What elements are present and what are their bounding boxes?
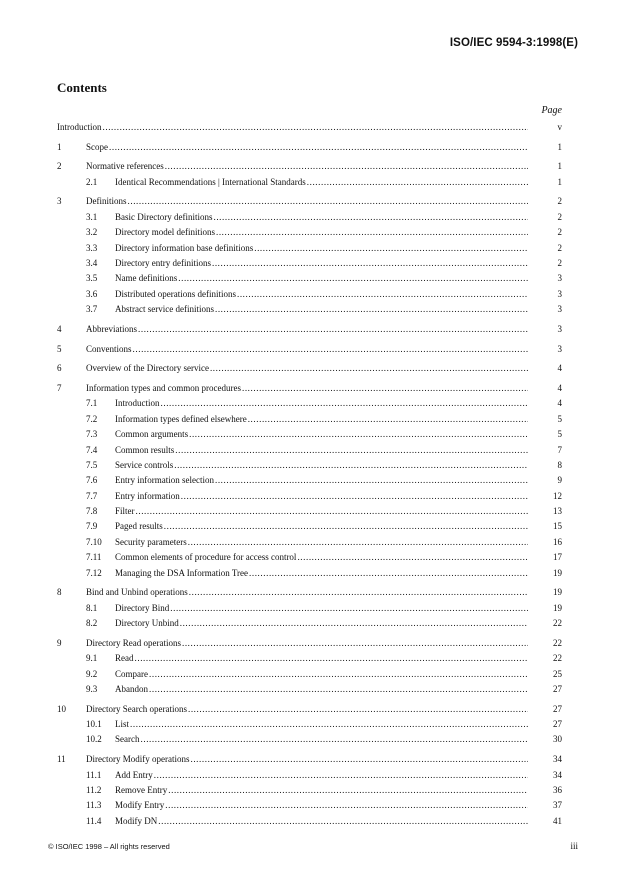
toc-entry-number: 9.1: [86, 653, 98, 664]
toc-entry-page: 13: [553, 506, 562, 517]
toc-entry-number: 9: [57, 637, 62, 648]
toc-entry-page: 19: [553, 587, 562, 598]
toc-entry-label: Introduction: [57, 122, 102, 132]
toc-entry-number: 8.2: [86, 618, 98, 629]
toc-entry-number: 3.7: [86, 304, 98, 315]
toc-entry-label: Basic Directory definitions: [115, 211, 213, 222]
toc-entry[interactable]: [57, 344, 562, 355]
dot-leader: [188, 704, 528, 715]
dot-leader: [149, 684, 528, 695]
toc-entry-label: Identical Recommendations | International Standards: [115, 176, 306, 187]
dot-leader: [254, 243, 528, 254]
toc-entry-page: 2: [557, 227, 562, 238]
toc-entry[interactable]: [57, 142, 562, 153]
toc-entry-page: 5: [557, 413, 562, 424]
toc-entry-number: 8: [57, 587, 62, 598]
toc-entry-number: 3.5: [86, 273, 98, 284]
toc-entry-page: 27: [553, 703, 562, 714]
toc-entry-number: 11.4: [86, 815, 102, 826]
toc-entry[interactable]: [57, 363, 562, 374]
toc-entry[interactable]: [57, 273, 562, 284]
toc-entry-number: 10: [57, 703, 66, 714]
toc-entry[interactable]: [57, 770, 562, 781]
toc-entry-page: 25: [553, 668, 562, 679]
toc-entry[interactable]: [57, 785, 562, 796]
toc-entry[interactable]: [57, 383, 562, 394]
toc-entry-number: 1: [57, 141, 62, 152]
toc-entry-page: 3: [557, 343, 562, 354]
toc-entry-label: Distributed operations definitions: [115, 288, 236, 299]
dot-leader: [170, 603, 528, 614]
dot-leader: [128, 196, 529, 207]
toc-entry[interactable]: [57, 460, 562, 471]
toc-entry[interactable]: [57, 177, 562, 188]
toc-entry-number: 3.6: [86, 288, 98, 299]
dot-leader: [237, 289, 528, 300]
document-id-header: ISO/IEC 9594-3:1998(E): [449, 37, 578, 49]
toc-entry-label: Modify Entry: [115, 800, 165, 811]
toc-entry-label: Read: [115, 653, 134, 664]
toc-entry[interactable]: [57, 568, 562, 579]
toc-entry-number: 8.1: [86, 602, 98, 613]
toc-entry-number: 3.4: [86, 258, 98, 269]
toc-entry-label: Directory Read operations: [86, 637, 181, 648]
toc-entry-label: Paged results: [115, 521, 163, 532]
toc-entry-number: 11.2: [86, 784, 102, 795]
toc-entry-label: Information types and common procedures: [86, 382, 241, 393]
toc-entry-page: 1: [557, 141, 562, 152]
toc-entry[interactable]: [57, 800, 562, 811]
dot-leader: [133, 344, 528, 355]
toc-entry[interactable]: [57, 227, 562, 238]
dot-leader: [138, 324, 528, 335]
toc-entry-page: 5: [557, 429, 562, 440]
toc-entry-label: Overview of the Directory service: [86, 363, 209, 374]
toc-entry-label: Entry information selection: [115, 475, 214, 486]
toc-entry-page: 8: [557, 459, 562, 470]
toc-entry-number: 7.5: [86, 459, 98, 470]
toc-entry-number: 3.1: [86, 211, 98, 222]
toc-entry[interactable]: [57, 196, 562, 207]
toc-entry-number: 7.9: [86, 521, 98, 532]
toc-entry-label: Managing the DSA Information Tree: [115, 567, 248, 578]
toc-entry-page: 2: [557, 196, 562, 207]
toc-entry-page: 4: [557, 363, 562, 374]
toc-entry-page: 4: [557, 382, 562, 393]
dot-leader: [307, 177, 528, 188]
toc-entry[interactable]: [57, 734, 562, 745]
toc-entry-number: 7: [57, 382, 62, 393]
dot-leader: [136, 506, 529, 517]
toc-entry-label: Add Entry: [115, 769, 153, 780]
dot-leader: [242, 383, 528, 394]
dot-leader: [188, 537, 528, 548]
toc-entry-page: 2: [557, 211, 562, 222]
toc-entry-label: Modify DN: [115, 815, 158, 826]
copyright-footer: © ISO/IEC 1998 – All rights reserved: [48, 842, 170, 851]
dot-leader: [182, 638, 528, 649]
toc-entry-label: Scope: [86, 141, 108, 152]
dot-leader: [189, 587, 528, 598]
toc-entry-label: Common results: [115, 444, 175, 455]
toc-entry[interactable]: [57, 537, 562, 548]
toc-entry-page: 19: [553, 602, 562, 613]
toc-entry-label: Definitions: [86, 196, 127, 207]
dot-leader: [190, 754, 528, 765]
toc-entry-label: Directory Bind: [115, 602, 170, 613]
toc-entry-number: 11.1: [86, 769, 102, 780]
dot-leader: [216, 227, 528, 238]
toc-entry-number: 7.12: [86, 567, 102, 578]
toc-entry-number: 9.3: [86, 683, 98, 694]
dot-leader: [130, 719, 528, 730]
toc-entry[interactable]: [57, 304, 562, 315]
toc-entry[interactable]: [57, 506, 562, 517]
toc-entry-label: Search: [115, 734, 140, 745]
dot-leader: [103, 122, 529, 133]
toc-entry[interactable]: [57, 429, 562, 440]
toc-entry-number: 7.10: [86, 536, 102, 547]
toc-entry-label: Common elements of procedure for access control: [115, 552, 297, 563]
dot-leader: [215, 475, 528, 486]
toc-entry-number: 9.2: [86, 668, 98, 679]
dot-leader: [215, 304, 528, 315]
dot-leader: [178, 273, 528, 284]
toc-entry-label: Compare: [115, 668, 148, 679]
toc-entry[interactable]: [57, 618, 562, 629]
toc-entry-number: 3.3: [86, 242, 98, 253]
toc-entry-label: Introduction: [115, 398, 160, 409]
toc-entry-page: 22: [553, 653, 562, 664]
toc-entry-page: 7: [557, 444, 562, 455]
toc-entry[interactable]: [57, 289, 562, 300]
dot-leader: [213, 212, 528, 223]
toc-entry-label: Common arguments: [115, 429, 189, 440]
toc-entry[interactable]: [57, 475, 562, 486]
contents-title: Contents: [57, 80, 107, 95]
dot-leader: [161, 398, 529, 409]
toc-entry-page: 34: [553, 769, 562, 780]
dot-leader: [180, 618, 528, 629]
toc-entry-number: 2: [57, 161, 62, 172]
toc-entry[interactable]: [57, 122, 562, 133]
toc-entry-label: Security parameters: [115, 536, 187, 547]
toc-entry-page: 41: [553, 815, 562, 826]
toc-entry[interactable]: [57, 491, 562, 502]
dot-leader: [212, 258, 528, 269]
dot-leader: [248, 414, 528, 425]
toc-entry[interactable]: [57, 258, 562, 269]
toc-entry-label: Conventions: [86, 343, 132, 354]
toc-entry-label: Entry information: [115, 490, 180, 501]
toc-entry-page: 36: [553, 784, 562, 795]
toc-entry[interactable]: [57, 719, 562, 730]
toc-entry[interactable]: [57, 684, 562, 695]
toc-entry-number: 7.6: [86, 475, 98, 486]
toc-entry-number: 3: [57, 196, 62, 207]
dot-leader: [135, 653, 529, 664]
toc-entry-number: 7.2: [86, 413, 98, 424]
toc-entry[interactable]: [57, 324, 562, 335]
toc-entry-label: Abandon: [115, 683, 148, 694]
toc-entry-number: 7.7: [86, 490, 98, 501]
dot-leader: [174, 460, 528, 471]
toc-entry-number: 3.2: [86, 227, 98, 238]
toc-entry-label: Directory model definitions: [115, 227, 215, 238]
toc-entry-number: 4: [57, 323, 62, 334]
toc-entry[interactable]: [57, 212, 562, 223]
toc-entry-label: Bind and Unbind operations: [86, 587, 188, 598]
table-of-contents: [57, 122, 562, 827]
toc-entry[interactable]: [57, 414, 562, 425]
toc-entry-label: Information types defined elsewhere: [115, 413, 247, 424]
dot-leader: [158, 816, 528, 827]
toc-entry-label: Directory Unbind: [115, 618, 179, 629]
toc-entry-page: 3: [557, 304, 562, 315]
toc-entry[interactable]: [57, 243, 562, 254]
dot-leader: [109, 142, 528, 153]
toc-entry-page: 9: [557, 475, 562, 486]
dot-leader: [249, 568, 528, 579]
toc-entry[interactable]: [57, 445, 562, 456]
toc-entry[interactable]: [57, 653, 562, 664]
toc-entry-number: 7.4: [86, 444, 98, 455]
toc-entry-label: Name definitions: [115, 273, 178, 284]
toc-entry-page: 2: [557, 242, 562, 253]
toc-entry[interactable]: [57, 398, 562, 409]
toc-entry-number: 5: [57, 343, 62, 354]
dot-leader: [149, 669, 528, 680]
toc-entry-page: 3: [557, 273, 562, 284]
toc-entry-page: 16: [553, 536, 562, 547]
dot-leader: [168, 785, 528, 796]
toc-entry-page: 19: [553, 567, 562, 578]
toc-entry-page: 12: [553, 490, 562, 501]
toc-entry-label: Service controls: [115, 459, 174, 470]
toc-entry[interactable]: [57, 816, 562, 827]
toc-entry-label: Directory Search operations: [86, 703, 187, 714]
toc-entry-number: 7.8: [86, 506, 98, 517]
toc-entry[interactable]: [57, 669, 562, 680]
toc-entry-page: 1: [557, 161, 562, 172]
dot-leader: [165, 161, 528, 172]
toc-entry[interactable]: [57, 603, 562, 614]
toc-entry-number: 7.3: [86, 429, 98, 440]
toc-entry-label: Directory information base definitions: [115, 242, 254, 253]
toc-entry-number: 10.2: [86, 734, 102, 745]
toc-entry[interactable]: [57, 161, 562, 172]
toc-entry[interactable]: [57, 638, 562, 649]
toc-entry-page: 27: [553, 719, 562, 730]
toc-entry-label: Directory Modify operations: [86, 754, 190, 765]
toc-entry-label: Abstract service definitions: [115, 304, 214, 315]
toc-entry-number: 11.3: [86, 800, 102, 811]
toc-entry-page: v: [557, 122, 562, 132]
dot-leader: [141, 734, 529, 745]
toc-entry[interactable]: [57, 754, 562, 765]
toc-entry-number: 2.1: [86, 176, 98, 187]
toc-entry-page: 37: [553, 800, 562, 811]
toc-entry-number: 10.1: [86, 719, 102, 730]
toc-entry-page: 34: [553, 754, 562, 765]
toc-entry-label: List: [115, 719, 130, 730]
dot-leader: [154, 770, 528, 781]
dot-leader: [297, 552, 528, 563]
page-column-label: Page: [541, 105, 562, 116]
dot-leader: [181, 491, 528, 502]
toc-entry-page: 22: [553, 637, 562, 648]
toc-entry[interactable]: [57, 521, 562, 532]
toc-entry-page: 22: [553, 618, 562, 629]
toc-entry-label: Filter: [115, 506, 135, 517]
dot-leader: [210, 363, 528, 374]
dot-leader: [165, 800, 528, 811]
toc-entry-number: 11: [57, 754, 66, 765]
toc-entry[interactable]: [57, 587, 562, 598]
toc-entry-page: 15: [553, 521, 562, 532]
dot-leader: [175, 445, 528, 456]
toc-entry-label: Directory entry definitions: [115, 258, 211, 269]
toc-entry-number: 7.11: [86, 552, 102, 563]
toc-entry-label: Normative references: [86, 161, 164, 172]
toc-entry-page: 4: [557, 398, 562, 409]
dot-leader: [189, 429, 528, 440]
toc-entry-label: Remove Entry: [115, 784, 168, 795]
dot-leader: [164, 521, 528, 532]
toc-entry-number: 6: [57, 363, 62, 374]
toc-entry-page: 30: [553, 734, 562, 745]
toc-entry-page: 3: [557, 288, 562, 299]
toc-entry-page: 17: [553, 552, 562, 563]
toc-entry-page: 27: [553, 683, 562, 694]
toc-entry[interactable]: [57, 704, 562, 715]
toc-entry-page: 1: [557, 176, 562, 187]
toc-entry-page: 2: [557, 258, 562, 269]
toc-entry-label: Abbreviations: [86, 323, 137, 334]
toc-entry-page: 3: [557, 323, 562, 334]
page-number-footer: iii: [570, 841, 578, 851]
toc-entry-number: 7.1: [86, 398, 98, 409]
toc-entry[interactable]: [57, 552, 562, 563]
